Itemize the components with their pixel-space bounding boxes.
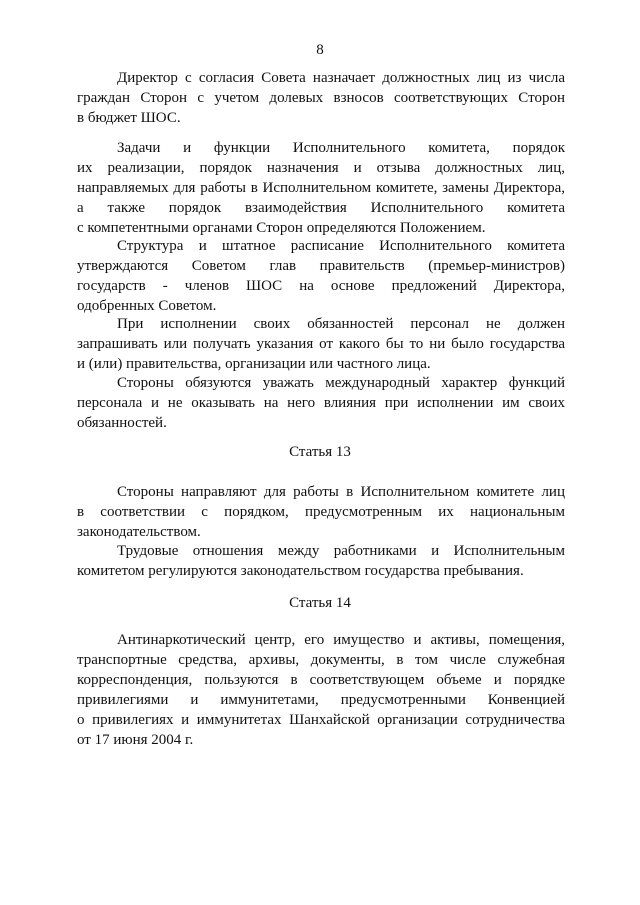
- paragraph-line: привилегиями и иммунитетами, предусмотренными Конвенцией: [77, 692, 565, 708]
- paragraph-line: в соответствии с порядком, предусмотренным их национальным: [77, 504, 565, 520]
- paragraph-line: Антинаркотический центр, его имущество и активы, помещения,: [117, 632, 565, 648]
- paragraph-line: их реализации, порядок назначения и отзыва должностных лиц,: [77, 160, 565, 176]
- paragraph-line: в бюджет ШОС.: [77, 110, 181, 126]
- paragraph-line: Задачи и функции Исполнительного комитета, порядок: [117, 140, 565, 156]
- paragraph-line: транспортные средства, архивы, документы, в том числе служебная: [77, 652, 565, 668]
- paragraph-line: При исполнении своих обязанностей персонал не должен: [117, 316, 565, 332]
- paragraph-line: Директор с согласия Совета назначает должностных лиц из числа: [117, 70, 565, 86]
- paragraph-line: комитетом регулируются законодательством государства пребывания.: [77, 563, 524, 579]
- paragraph-line: обязанностей.: [77, 415, 167, 431]
- paragraph-line: Стороны обязуются уважать международный характер функций: [117, 375, 565, 391]
- paragraph-line: запрашивать или получать указания от какого бы то ни было государства: [77, 336, 565, 352]
- article-heading: Статья 13: [289, 444, 351, 460]
- paragraph-line: одобренных Советом.: [77, 298, 217, 314]
- paragraph-line: Структура и штатное расписание Исполнительного комитета: [117, 238, 565, 254]
- page-number: 8: [316, 42, 324, 58]
- paragraph-line: с компетентными органами Сторон определяются Положением.: [77, 220, 486, 236]
- article-heading: Статья 14: [289, 595, 351, 611]
- paragraph-line: а также порядок взаимодействия Исполнительного комитета: [77, 200, 565, 216]
- paragraph-line: о привилегиях и иммунитетах Шанхайской организации сотрудничества: [77, 712, 565, 728]
- paragraph-line: граждан Сторон с учетом долевых взносов соответствующих Сторон: [77, 90, 565, 106]
- paragraph-line: от 17 июня 2004 г.: [77, 732, 194, 748]
- paragraph-line: и (или) правительства, организации или частного лица.: [77, 356, 431, 372]
- paragraph-line: законодательством.: [77, 524, 201, 540]
- paragraph-line: корреспонденция, пользуются в соответствующем объеме и порядке: [77, 672, 565, 688]
- paragraph-line: Трудовые отношения между работниками и Исполнительным: [117, 543, 565, 559]
- paragraph-line: государств - членов ШОС на основе предложений Директора,: [77, 278, 565, 294]
- paragraph-line: утверждаются Советом глав правительств (премьер-министров): [77, 258, 565, 274]
- paragraph-line: Стороны направляют для работы в Исполнительном комитете лиц: [117, 484, 565, 500]
- paragraph-line: направляемых для работы в Исполнительном комитете, замены Директора,: [77, 180, 565, 196]
- paragraph-line: персонала и не оказывать на него влияния при исполнении им своих: [77, 395, 565, 411]
